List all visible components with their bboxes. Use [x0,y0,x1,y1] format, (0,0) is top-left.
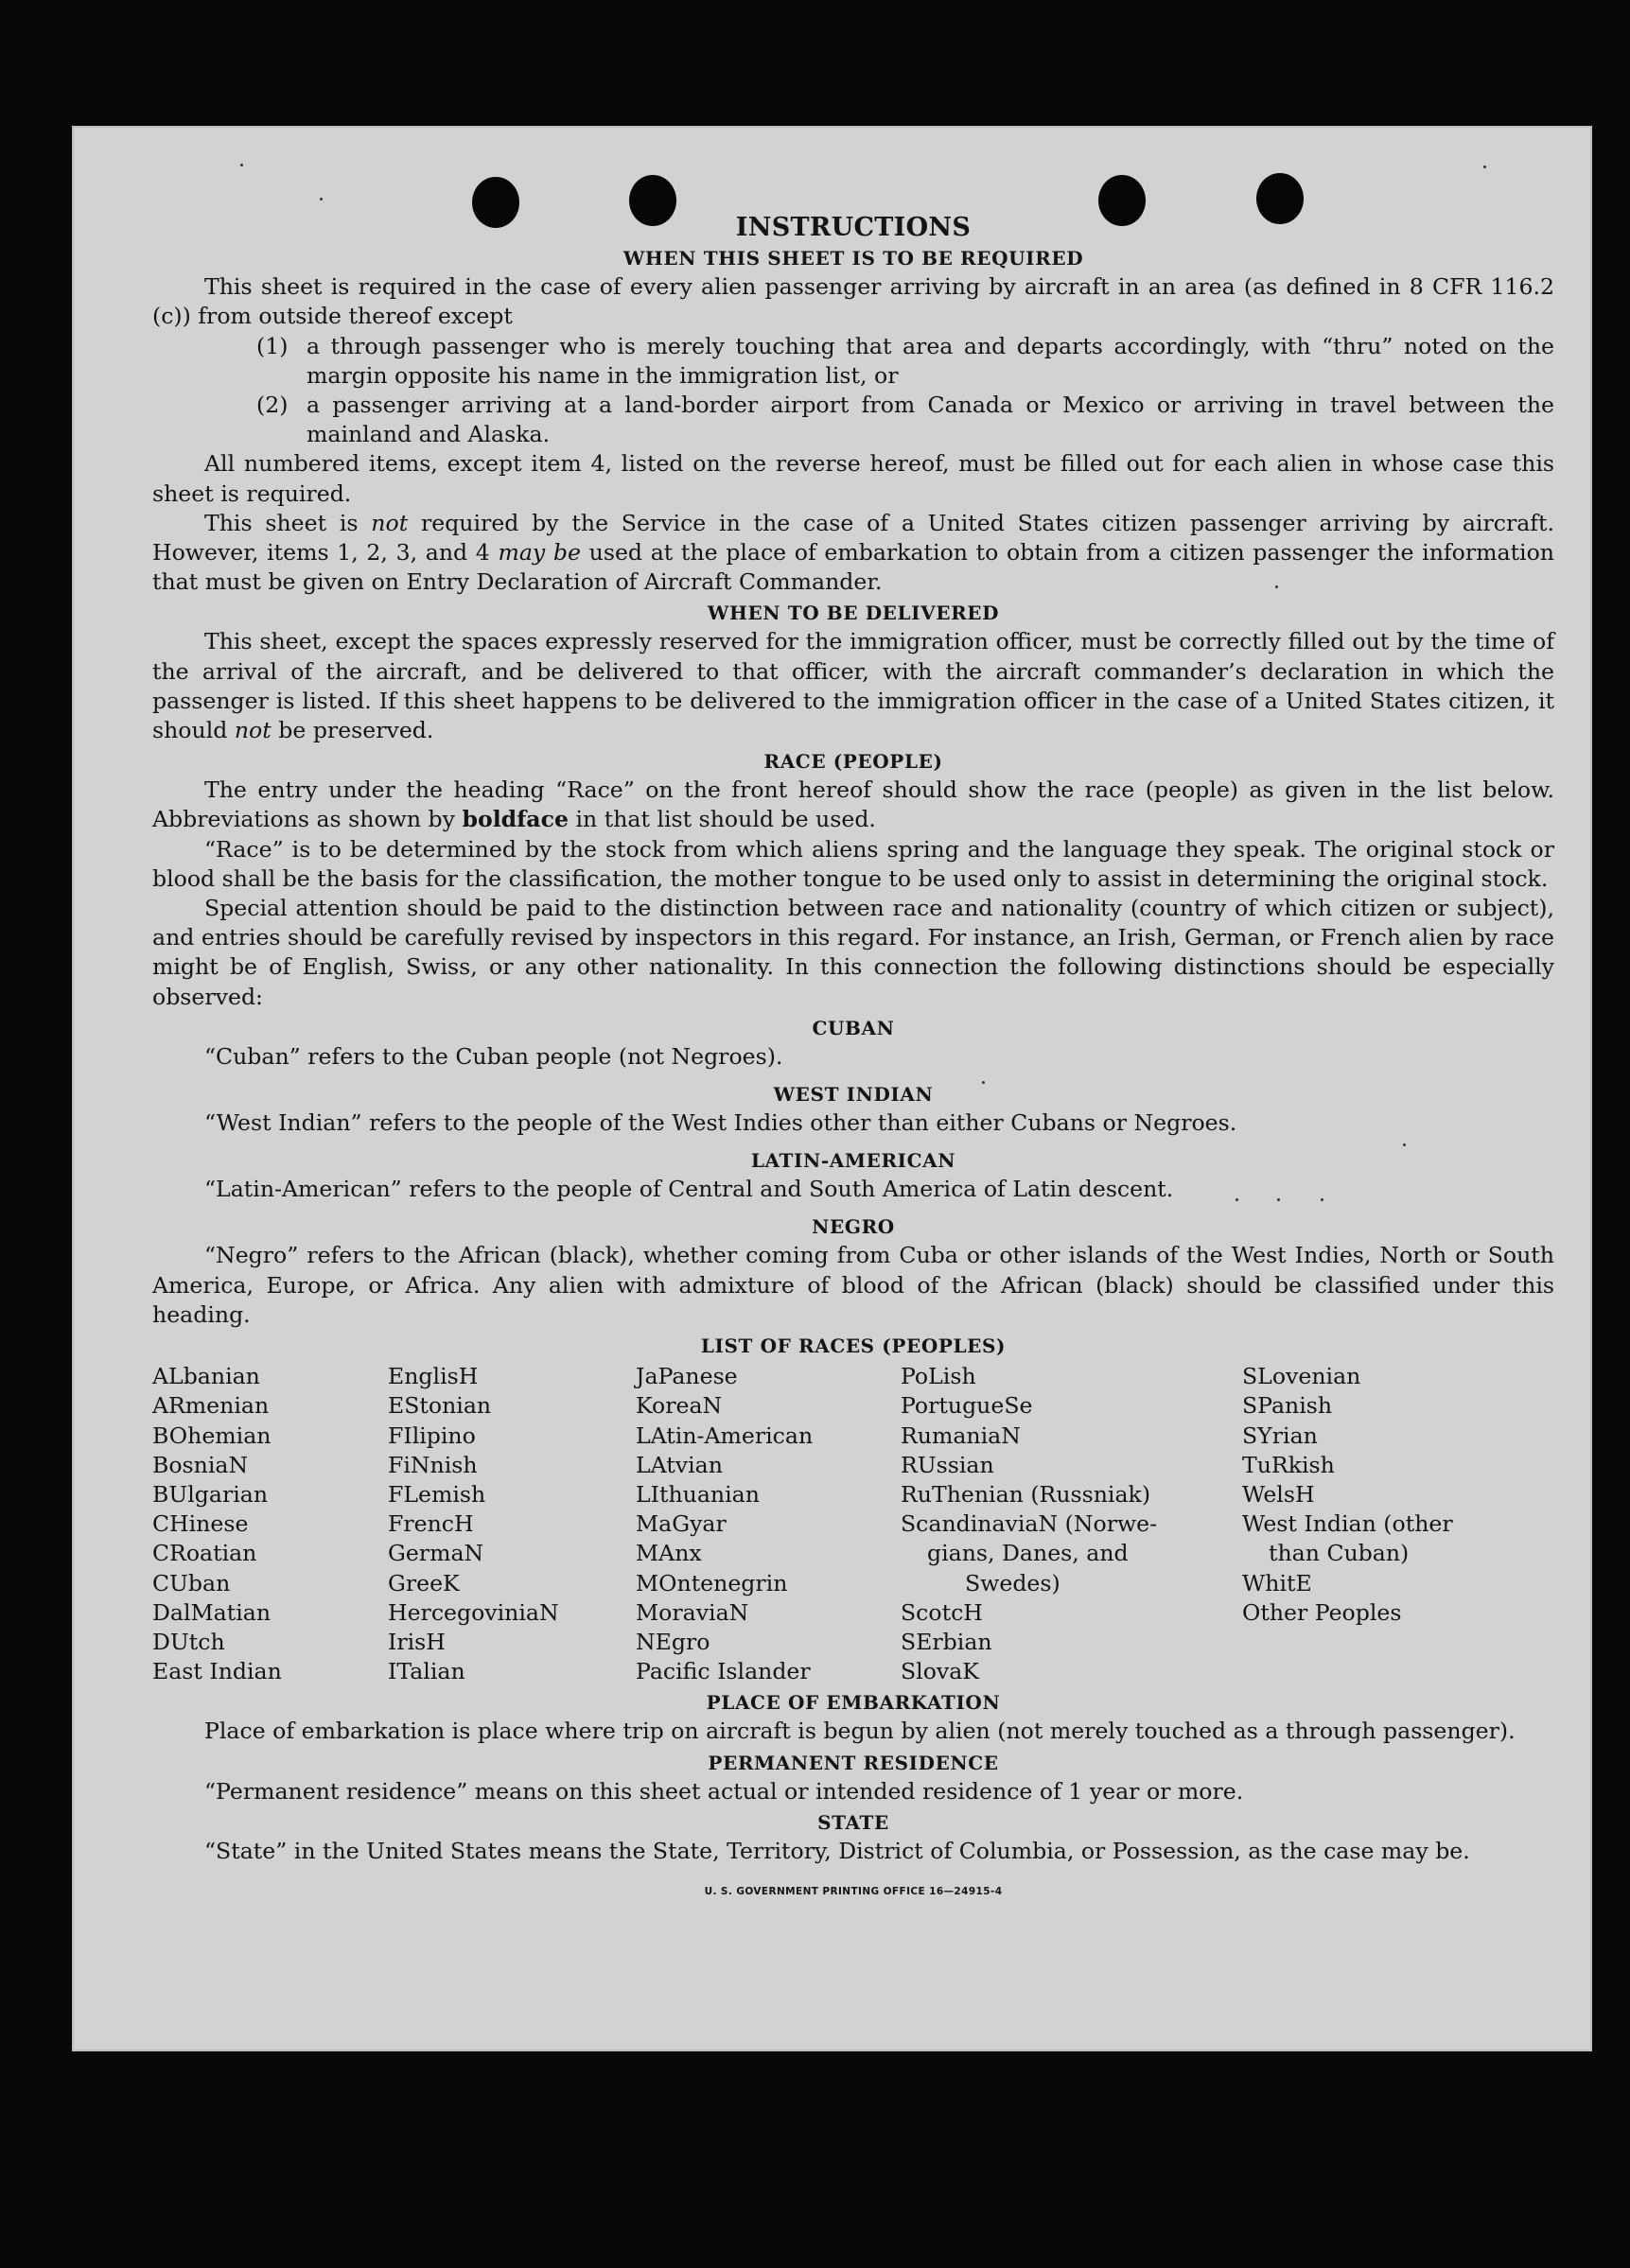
citizen-paragraph [152,509,1554,598]
embarkation-definition: Place of embarkation is place where trip on aircraft is begun by alien (not merely touched as a through passenger). [204,1718,1516,1745]
race-entry: BOhemian [152,1422,272,1449]
race-entry: IrisH [388,1628,446,1655]
item-text: a passenger arriving at a land-border airport from Canada or Mexico or arriving in travel between the mainland and Alaska. [307,392,1554,448]
dust-speck [320,198,323,201]
race-entry: LAtin-American [636,1422,814,1449]
instructions-content [152,213,1554,1907]
race-entry: GreeK [388,1569,460,1596]
race-entry: ARmenian [152,1392,270,1420]
when-delivered-paragraph [152,627,1554,745]
negro-definition: “Negro” refers to the African (black), whether coming from Cuba or other islands of the West Indies, North or South America, Europe, or Africa. Any alien with admixture of blood of the African (black) should be classified under this heading. [152,1242,1554,1328]
race-entry: FIlipino [388,1422,476,1449]
printing-office-footer: U. S. GOVERNMENT PRINTING OFFICE 16—24915-4 [704,1885,1003,1897]
race-entry: ITalian [388,1658,465,1685]
heading-permanent-residence: PERMANENT RESIDENCE [708,1751,999,1774]
races-column [636,1362,901,1686]
race-entry: JaPanese [636,1363,738,1390]
race-entry: PortugueSe [901,1392,1033,1420]
race-entry: DUtch [152,1628,225,1655]
when-required-intro: This sheet is required in the case of every alien passenger arriving by aircraft in an area (as defined in 8 CFR 116.2 (c)) from outside thereof except [152,273,1554,330]
race-entry: EnglisH [388,1363,479,1390]
race-entry: Pacific Islander [636,1658,811,1685]
race-entry: LAtvian [636,1451,723,1478]
race-entry: LIthuanian [636,1480,760,1508]
race-entry-continued: gians, Danes, and [927,1540,1129,1567]
exception-item [152,391,1554,449]
race-entry: ALbanian [152,1363,260,1390]
race-entry: ScandinaviaN (Norwe- [901,1510,1158,1538]
race-entry: CUban [152,1569,231,1596]
race-entry: RumaniaN [901,1422,1021,1449]
race-paragraph-3: Special attention should be paid to the distinction between race and nationality (country of which citizen or subject), and entries should be carefully revised by inspectors in this regard. For instance, an Irish, German, or French alien by race might be of English, Swiss, or any other nationality. In this connection the following distinctions should be especially observed: [152,895,1554,1010]
heading-place-of-embarkation: PLACE OF EMBARKATION [706,1691,1001,1715]
emphasis: may be [498,539,581,567]
race-entry: BosniaN [152,1451,249,1478]
race-entry: SlovaK [901,1658,979,1685]
item-text: a through passenger who is merely touching that area and departs accordingly, with “thru” noted on the margin opposite his name in the immigration list, or [307,332,1554,389]
latin-american-definition: “Latin-American” refers to the people of Central and South America of Latin descent. [204,1176,1174,1203]
race-entry: East Indian [152,1658,282,1685]
dust-speck [1483,166,1486,168]
race-entry: HercegoviniaN [388,1598,559,1626]
page-title: INSTRUCTIONS [735,213,972,242]
heading-when-delivered: WHEN TO BE DELIVERED [707,602,1000,625]
race-entry: CHinese [152,1510,249,1538]
race-entry: EStonian [388,1392,492,1420]
race-entry-continued: than Cuban) [1269,1540,1410,1567]
emphasis: not [371,509,409,536]
races-column [1242,1362,1526,1686]
race-entry: MAnx [636,1540,702,1567]
exception-item [152,332,1554,391]
heading-list-of-races: LIST OF RACES (PEOPLES) [700,1335,1007,1358]
races-column [901,1362,1242,1686]
races-column [152,1362,388,1686]
heading-race: RACE (PEOPLE) [763,750,943,774]
race-entry: DalMatian [152,1598,272,1626]
west-indian-definition: “West Indian” refers to the people of the West Indies other than either Cubans or Negroes. [204,1109,1237,1137]
races-column [388,1362,636,1686]
race-entry: FiNnish [388,1451,478,1478]
heading-negro: NEGRO [812,1215,895,1239]
dust-speck [240,164,243,166]
item-number: (2) [256,392,289,419]
race-entry: MoraviaN [636,1598,749,1626]
text-run: The entry under the heading “Race” on the front hereof should show the race (people) as given in the list below. Abbreviations as shown by [152,776,1554,833]
race-entry: MaGyar [636,1510,727,1538]
race-entry: FLemish [388,1480,486,1508]
race-entry: RuThenian (Russniak) [901,1480,1151,1508]
race-entry: SPanish [1242,1392,1333,1420]
race-entry: GermaN [388,1540,484,1567]
race-entry: KoreaN [636,1392,723,1420]
text-run: used at the place of embarkation to obtain from a citizen passenger the information that must be given on Entry Declaration of Aircraft Commander. [152,539,1554,596]
bold-word: boldface [462,806,569,833]
cuban-definition: “Cuban” refers to the Cuban people (not Negroes). [204,1042,783,1070]
race-entry-continued: Swedes) [965,1569,1060,1596]
heading-cuban: CUBAN [812,1016,895,1039]
text-run: be preserved. [271,717,434,744]
numbered-items-paragraph: All numbered items, except item 4, listed on the reverse hereof, must be filled out for each alien in whose case this sheet is required. [152,450,1554,507]
state-definition: “State” in the United States means the State, Territory, District of Columbia, or Possession, as the case may be. [204,1837,1470,1864]
race-entry: CRoatian [152,1540,257,1567]
race-entry: BUlgarian [152,1480,269,1508]
emphasis: not [234,717,272,744]
race-entry: West Indian (other [1242,1510,1453,1538]
race-entry: FrencH [388,1510,474,1538]
race-entry: WhitE [1242,1569,1312,1596]
races-list [152,1362,1554,1686]
race-entry: PoLish [901,1363,976,1390]
text-run: This sheet is [204,509,372,536]
race-entry: WelsH [1242,1480,1315,1508]
item-number: (1) [256,332,289,359]
document-sheet [72,126,1592,2051]
text-run: in that list should be used. [568,806,876,833]
race-entry: SLovenian [1242,1363,1361,1390]
race-entry: MOntenegrin [636,1569,788,1596]
race-entry: NEgro [636,1628,710,1655]
text-run: required by the Service in the case of a United States citizen passenger arriving by aircraft. However, items 1, 2, 3, and 4 [152,509,1554,567]
residence-definition: “Permanent residence” means on this sheet actual or intended residence of 1 year or more. [204,1777,1244,1805]
race-entry: TuRkish [1242,1451,1335,1478]
race-paragraph-2: “Race” is to be determined by the stock from which aliens spring and the language they speak. The original stock or blood shall be the basis for the classification, the mother tongue to be used only to assist in determining the original stock. [152,835,1554,892]
heading-when-required: WHEN THIS SHEET IS TO BE REQUIRED [622,247,1084,270]
race-entry: SYrian [1242,1422,1318,1449]
race-entry: RUssian [901,1451,994,1478]
race-entry: ScotcH [901,1598,983,1626]
text-run: This sheet, except the spaces expressly reserved for the immigration officer, must be correctly filled out by the time of the arrival of the aircraft, and be delivered to that officer, with the aircraft commander’s declaration in which the passenger is listed. If this sheet happens to be delivered to the immigration officer in the case of a United States citizen, it should [152,628,1554,744]
heading-latin-american: LATIN-AMERICAN [750,1149,956,1173]
race-entry: SErbian [901,1628,992,1655]
heading-west-indian: WEST INDIAN [773,1083,934,1107]
race-entry: Other Peoples [1242,1598,1402,1626]
heading-state: STATE [817,1810,889,1834]
race-paragraph-1 [152,776,1554,834]
